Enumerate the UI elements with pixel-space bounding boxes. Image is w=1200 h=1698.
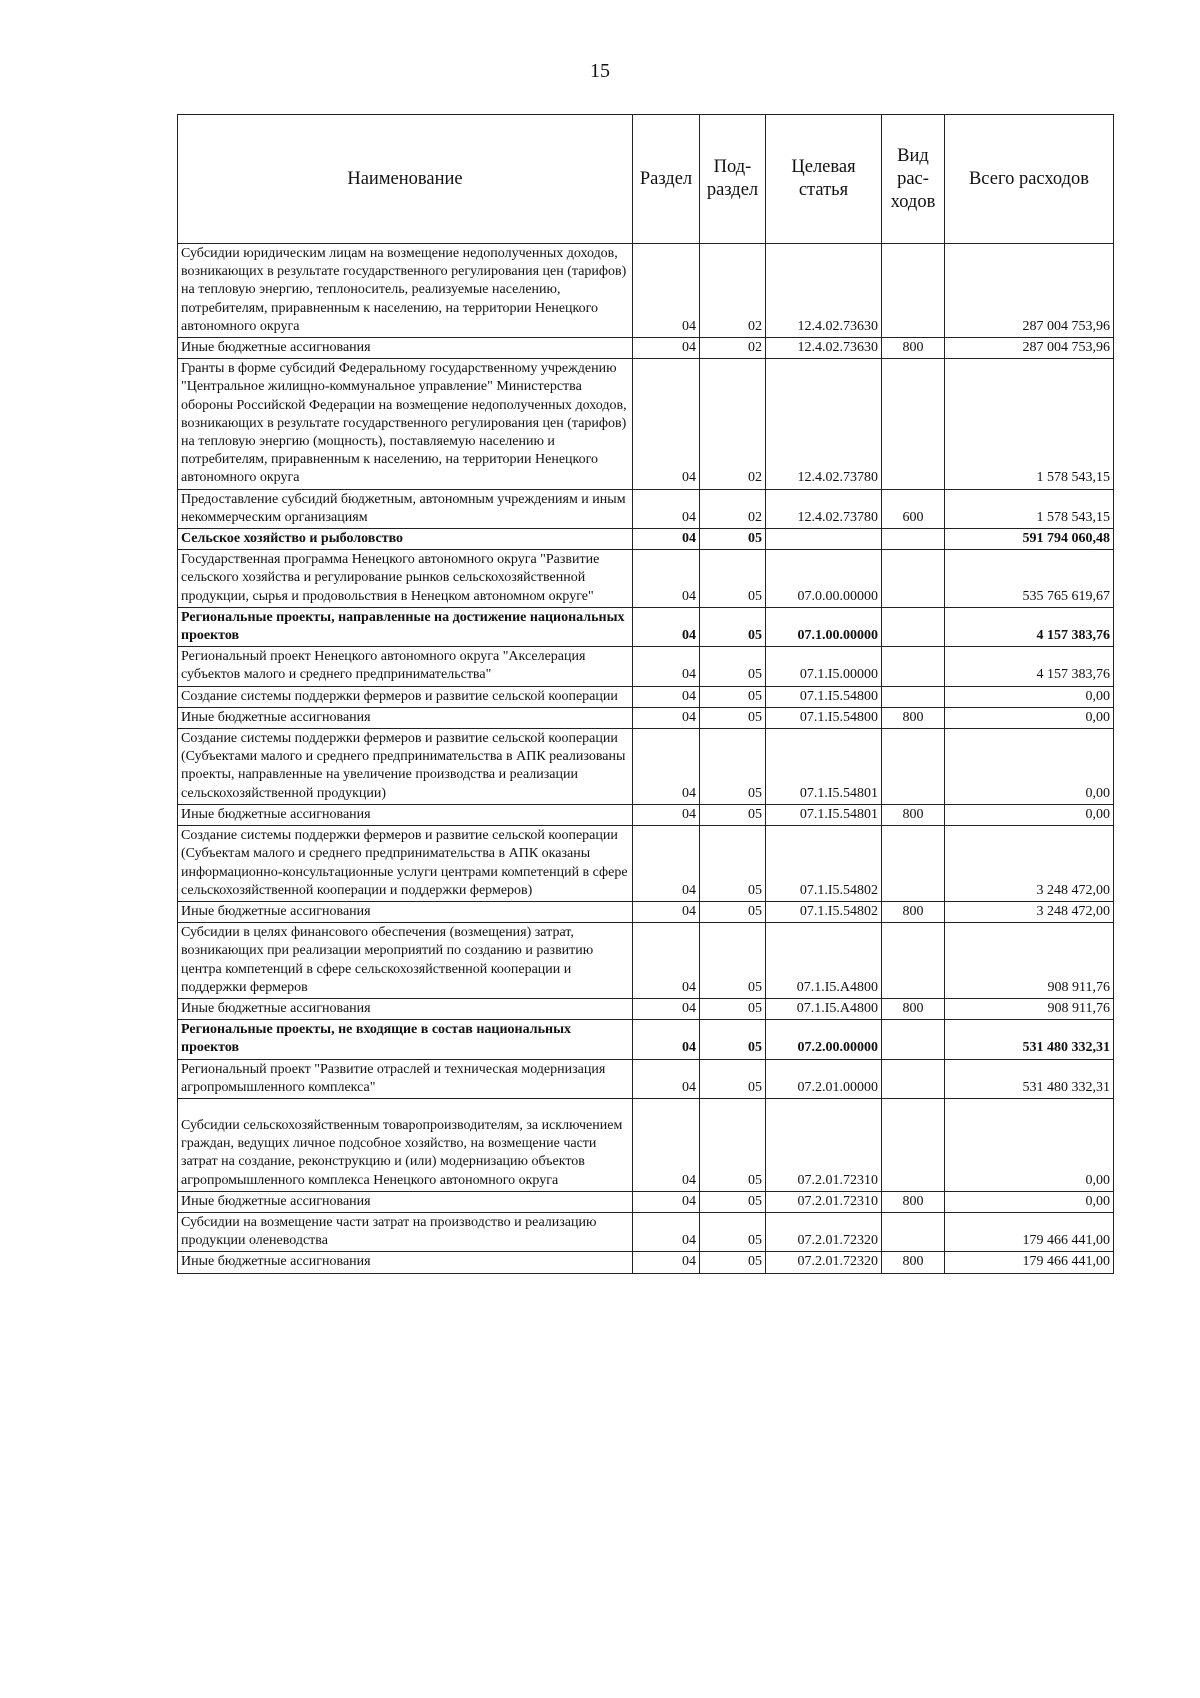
cell-name: Государственная программа Ненецкого автономного округа "Развитие сельского хозяйства и регулирование рынков сельскохозяйственной продукции, сырья и продовольствия в Ненецком автономном округе" xyxy=(178,550,633,608)
cell-target: 07.1.I5.54801 xyxy=(766,804,882,825)
cell-type xyxy=(882,647,945,686)
cell-total: 535 765 619,67 xyxy=(945,550,1114,608)
cell-name: Иные бюджетные ассигнования xyxy=(178,338,633,359)
cell-subsection: 05 xyxy=(700,1191,766,1212)
cell-type xyxy=(882,686,945,707)
cell-total: 0,00 xyxy=(945,804,1114,825)
cell-total: 0,00 xyxy=(945,686,1114,707)
cell-target: 07.0.00.00000 xyxy=(766,550,882,608)
cell-subsection: 05 xyxy=(700,901,766,922)
cell-type xyxy=(882,729,945,805)
cell-section: 04 xyxy=(633,686,700,707)
cell-subsection: 05 xyxy=(700,647,766,686)
cell-target: 12.4.02.73630 xyxy=(766,338,882,359)
cell-type: 800 xyxy=(882,901,945,922)
cell-type xyxy=(882,923,945,999)
cell-subsection: 02 xyxy=(700,359,766,489)
cell-name: Иные бюджетные ассигнования xyxy=(178,1252,633,1273)
table-row xyxy=(178,607,1114,646)
cell-type: 800 xyxy=(882,804,945,825)
cell-subsection: 05 xyxy=(700,707,766,728)
cell-type: 600 xyxy=(882,489,945,528)
cell-subsection: 02 xyxy=(700,244,766,338)
table-body xyxy=(178,244,1114,1274)
cell-section: 04 xyxy=(633,1191,700,1212)
cell-target: 07.2.00.00000 xyxy=(766,1020,882,1059)
cell-subsection: 05 xyxy=(700,729,766,805)
cell-name: Создание системы поддержки фермеров и развитие сельской кооперации xyxy=(178,686,633,707)
cell-type: 800 xyxy=(882,1191,945,1212)
cell-subsection: 05 xyxy=(700,607,766,646)
cell-total: 287 004 753,96 xyxy=(945,338,1114,359)
table-row xyxy=(178,923,1114,999)
cell-section: 04 xyxy=(633,359,700,489)
cell-type xyxy=(882,1212,945,1251)
cell-total: 591 794 060,48 xyxy=(945,529,1114,550)
cell-section: 04 xyxy=(633,901,700,922)
cell-name: Субсидии сельскохозяйственным товаропроизводителям, за исключением граждан, ведущих личное подсобное хозяйство, на возмещение части затрат на создание, реконструкцию и (или) модернизацию объектов агропромышленного комплекса Ненецкого автономного округа xyxy=(178,1098,633,1191)
cell-subsection: 05 xyxy=(700,1059,766,1098)
table-row xyxy=(178,359,1114,489)
cell-total: 0,00 xyxy=(945,729,1114,805)
cell-total: 179 466 441,00 xyxy=(945,1212,1114,1251)
table-row xyxy=(178,529,1114,550)
cell-type: 800 xyxy=(882,338,945,359)
table-row xyxy=(178,707,1114,728)
cell-section: 04 xyxy=(633,607,700,646)
cell-section: 04 xyxy=(633,489,700,528)
cell-target: 07.1.I5.54801 xyxy=(766,729,882,805)
cell-name: Иные бюджетные ассигнования xyxy=(178,707,633,728)
cell-target: 12.4.02.73780 xyxy=(766,359,882,489)
cell-total: 908 911,76 xyxy=(945,923,1114,999)
cell-name: Субсидии юридическим лицам на возмещение недополученных доходов, возникающих в результате государственного регулирования цен (тарифов) на тепловую энергию, теплоноситель, реализуемые населению, потребителям, приравненным к населению, на территории Ненецкого автономного округа xyxy=(178,244,633,338)
cell-name: Предоставление субсидий бюджетным, автономным учреждениям и иным некоммерческим организациям xyxy=(178,489,633,528)
cell-target: 07.2.01.72320 xyxy=(766,1212,882,1251)
cell-total: 1 578 543,15 xyxy=(945,489,1114,528)
cell-name: Региональный проект Ненецкого автономного округа "Акселерация субъектов малого и среднего предпринимательства" xyxy=(178,647,633,686)
cell-target: 07.2.01.72320 xyxy=(766,1252,882,1273)
cell-name: Иные бюджетные ассигнования xyxy=(178,901,633,922)
cell-section: 04 xyxy=(633,729,700,805)
cell-total: 531 480 332,31 xyxy=(945,1059,1114,1098)
cell-name: Иные бюджетные ассигнования xyxy=(178,1191,633,1212)
header-type: Вид рас- ходов xyxy=(882,115,945,244)
cell-section: 04 xyxy=(633,998,700,1019)
cell-section: 04 xyxy=(633,707,700,728)
cell-section: 04 xyxy=(633,1020,700,1059)
cell-section: 04 xyxy=(633,647,700,686)
cell-type xyxy=(882,826,945,902)
cell-target: 07.1.I5.A4800 xyxy=(766,998,882,1019)
table-header-row xyxy=(178,115,1114,244)
table-row xyxy=(178,244,1114,338)
cell-section: 04 xyxy=(633,1098,700,1191)
cell-target: 07.2.01.72310 xyxy=(766,1098,882,1191)
table-row xyxy=(178,826,1114,902)
cell-subsection: 05 xyxy=(700,529,766,550)
cell-total: 4 157 383,76 xyxy=(945,607,1114,646)
table-row xyxy=(178,901,1114,922)
cell-type xyxy=(882,1059,945,1098)
cell-total: 179 466 441,00 xyxy=(945,1252,1114,1273)
cell-target: 07.1.I5.54800 xyxy=(766,686,882,707)
table-row xyxy=(178,686,1114,707)
table-row xyxy=(178,1212,1114,1251)
cell-total: 3 248 472,00 xyxy=(945,826,1114,902)
cell-total: 0,00 xyxy=(945,707,1114,728)
cell-section: 04 xyxy=(633,529,700,550)
cell-type: 800 xyxy=(882,707,945,728)
cell-section: 04 xyxy=(633,804,700,825)
cell-subsection: 05 xyxy=(700,826,766,902)
cell-type xyxy=(882,1020,945,1059)
header-section: Раздел xyxy=(633,115,700,244)
cell-section: 04 xyxy=(633,338,700,359)
cell-subsection: 02 xyxy=(700,338,766,359)
cell-type xyxy=(882,1098,945,1191)
cell-section: 04 xyxy=(633,1212,700,1251)
table-row xyxy=(178,1059,1114,1098)
table-row xyxy=(178,1098,1114,1191)
cell-section: 04 xyxy=(633,550,700,608)
cell-subsection: 05 xyxy=(700,686,766,707)
table-row xyxy=(178,998,1114,1019)
cell-total: 0,00 xyxy=(945,1191,1114,1212)
header-subsection: Под- раздел xyxy=(700,115,766,244)
cell-section: 04 xyxy=(633,1059,700,1098)
cell-target: 07.2.01.72310 xyxy=(766,1191,882,1212)
cell-target: 07.1.I5.00000 xyxy=(766,647,882,686)
cell-total: 531 480 332,31 xyxy=(945,1020,1114,1059)
cell-subsection: 05 xyxy=(700,1212,766,1251)
cell-name: Гранты в форме субсидий Федеральному государственному учреждению "Центральное жилищно-коммунальное управление" Министерства обороны Российской Федерации на возмещение недополученных доходов, возникающих в результате государственного регулирования цен (тарифов) на тепловую энергию (мощность), поставляемую населению и потребителям, приравненным к населению, на территории Ненецкого автономного округа xyxy=(178,359,633,489)
table-row xyxy=(178,729,1114,805)
cell-subsection: 05 xyxy=(700,1020,766,1059)
page-number: 15 xyxy=(590,60,610,82)
cell-total: 908 911,76 xyxy=(945,998,1114,1019)
header-total: Всего расходов xyxy=(945,115,1114,244)
cell-subsection: 05 xyxy=(700,550,766,608)
cell-target xyxy=(766,529,882,550)
cell-total: 1 578 543,15 xyxy=(945,359,1114,489)
cell-type: 800 xyxy=(882,998,945,1019)
cell-name: Региональные проекты, не входящие в состав национальных проектов xyxy=(178,1020,633,1059)
cell-total: 0,00 xyxy=(945,1098,1114,1191)
cell-type: 800 xyxy=(882,1252,945,1273)
cell-target: 07.1.I5.A4800 xyxy=(766,923,882,999)
table-row xyxy=(178,1191,1114,1212)
cell-name: Субсидии на возмещение части затрат на производство и реализацию продукции оленеводства xyxy=(178,1212,633,1251)
cell-name: Сельское хозяйство и рыболовство xyxy=(178,529,633,550)
cell-target: 12.4.02.73630 xyxy=(766,244,882,338)
cell-name: Региональные проекты, направленные на достижение национальных проектов xyxy=(178,607,633,646)
cell-name: Иные бюджетные ассигнования xyxy=(178,998,633,1019)
cell-type xyxy=(882,359,945,489)
cell-target: 07.1.I5.54802 xyxy=(766,826,882,902)
table-row xyxy=(178,550,1114,608)
table-row xyxy=(178,1252,1114,1273)
header-target: Целевая статья xyxy=(766,115,882,244)
cell-target: 07.1.00.00000 xyxy=(766,607,882,646)
cell-subsection: 05 xyxy=(700,998,766,1019)
cell-target: 07.1.I5.54800 xyxy=(766,707,882,728)
cell-subsection: 05 xyxy=(700,804,766,825)
table-row xyxy=(178,647,1114,686)
cell-type xyxy=(882,550,945,608)
cell-type xyxy=(882,244,945,338)
table-row xyxy=(178,1020,1114,1059)
cell-name: Субсидии в целях финансового обеспечения (возмещения) затрат, возникающих при реализации мероприятий по созданию и развитию центра компетенций в сфере сельскохозяйственной кооперации и поддержки фермеров xyxy=(178,923,633,999)
cell-type xyxy=(882,529,945,550)
cell-section: 04 xyxy=(633,1252,700,1273)
cell-target: 07.2.01.00000 xyxy=(766,1059,882,1098)
header-name: Наименование xyxy=(178,115,633,244)
cell-total: 3 248 472,00 xyxy=(945,901,1114,922)
cell-name: Создание системы поддержки фермеров и развитие сельской кооперации (Субъектами малого и среднего предпринимательства в АПК реализованы проекты, направленные на увеличение производства и реализации сельскохозяйственной продукции) xyxy=(178,729,633,805)
table-row xyxy=(178,338,1114,359)
cell-subsection: 05 xyxy=(700,1098,766,1191)
cell-subsection: 05 xyxy=(700,923,766,999)
budget-table xyxy=(177,114,1114,1274)
cell-section: 04 xyxy=(633,244,700,338)
cell-name: Создание системы поддержки фермеров и развитие сельской кооперации (Субъектам малого и среднего предпринимательства в АПК оказаны информационно-консультационные услуги центрами компетенций в сфере сельскохозяйственной кооперации и поддержки фермеров) xyxy=(178,826,633,902)
cell-total: 4 157 383,76 xyxy=(945,647,1114,686)
cell-section: 04 xyxy=(633,923,700,999)
cell-name: Региональный проект "Развитие отраслей и техническая модернизация агропромышленного комплекса" xyxy=(178,1059,633,1098)
cell-subsection: 02 xyxy=(700,489,766,528)
cell-subsection: 05 xyxy=(700,1252,766,1273)
cell-target: 07.1.I5.54802 xyxy=(766,901,882,922)
cell-total: 287 004 753,96 xyxy=(945,244,1114,338)
cell-name: Иные бюджетные ассигнования xyxy=(178,804,633,825)
cell-section: 04 xyxy=(633,826,700,902)
table-row xyxy=(178,804,1114,825)
cell-type xyxy=(882,607,945,646)
cell-target: 12.4.02.73780 xyxy=(766,489,882,528)
table-row xyxy=(178,489,1114,528)
